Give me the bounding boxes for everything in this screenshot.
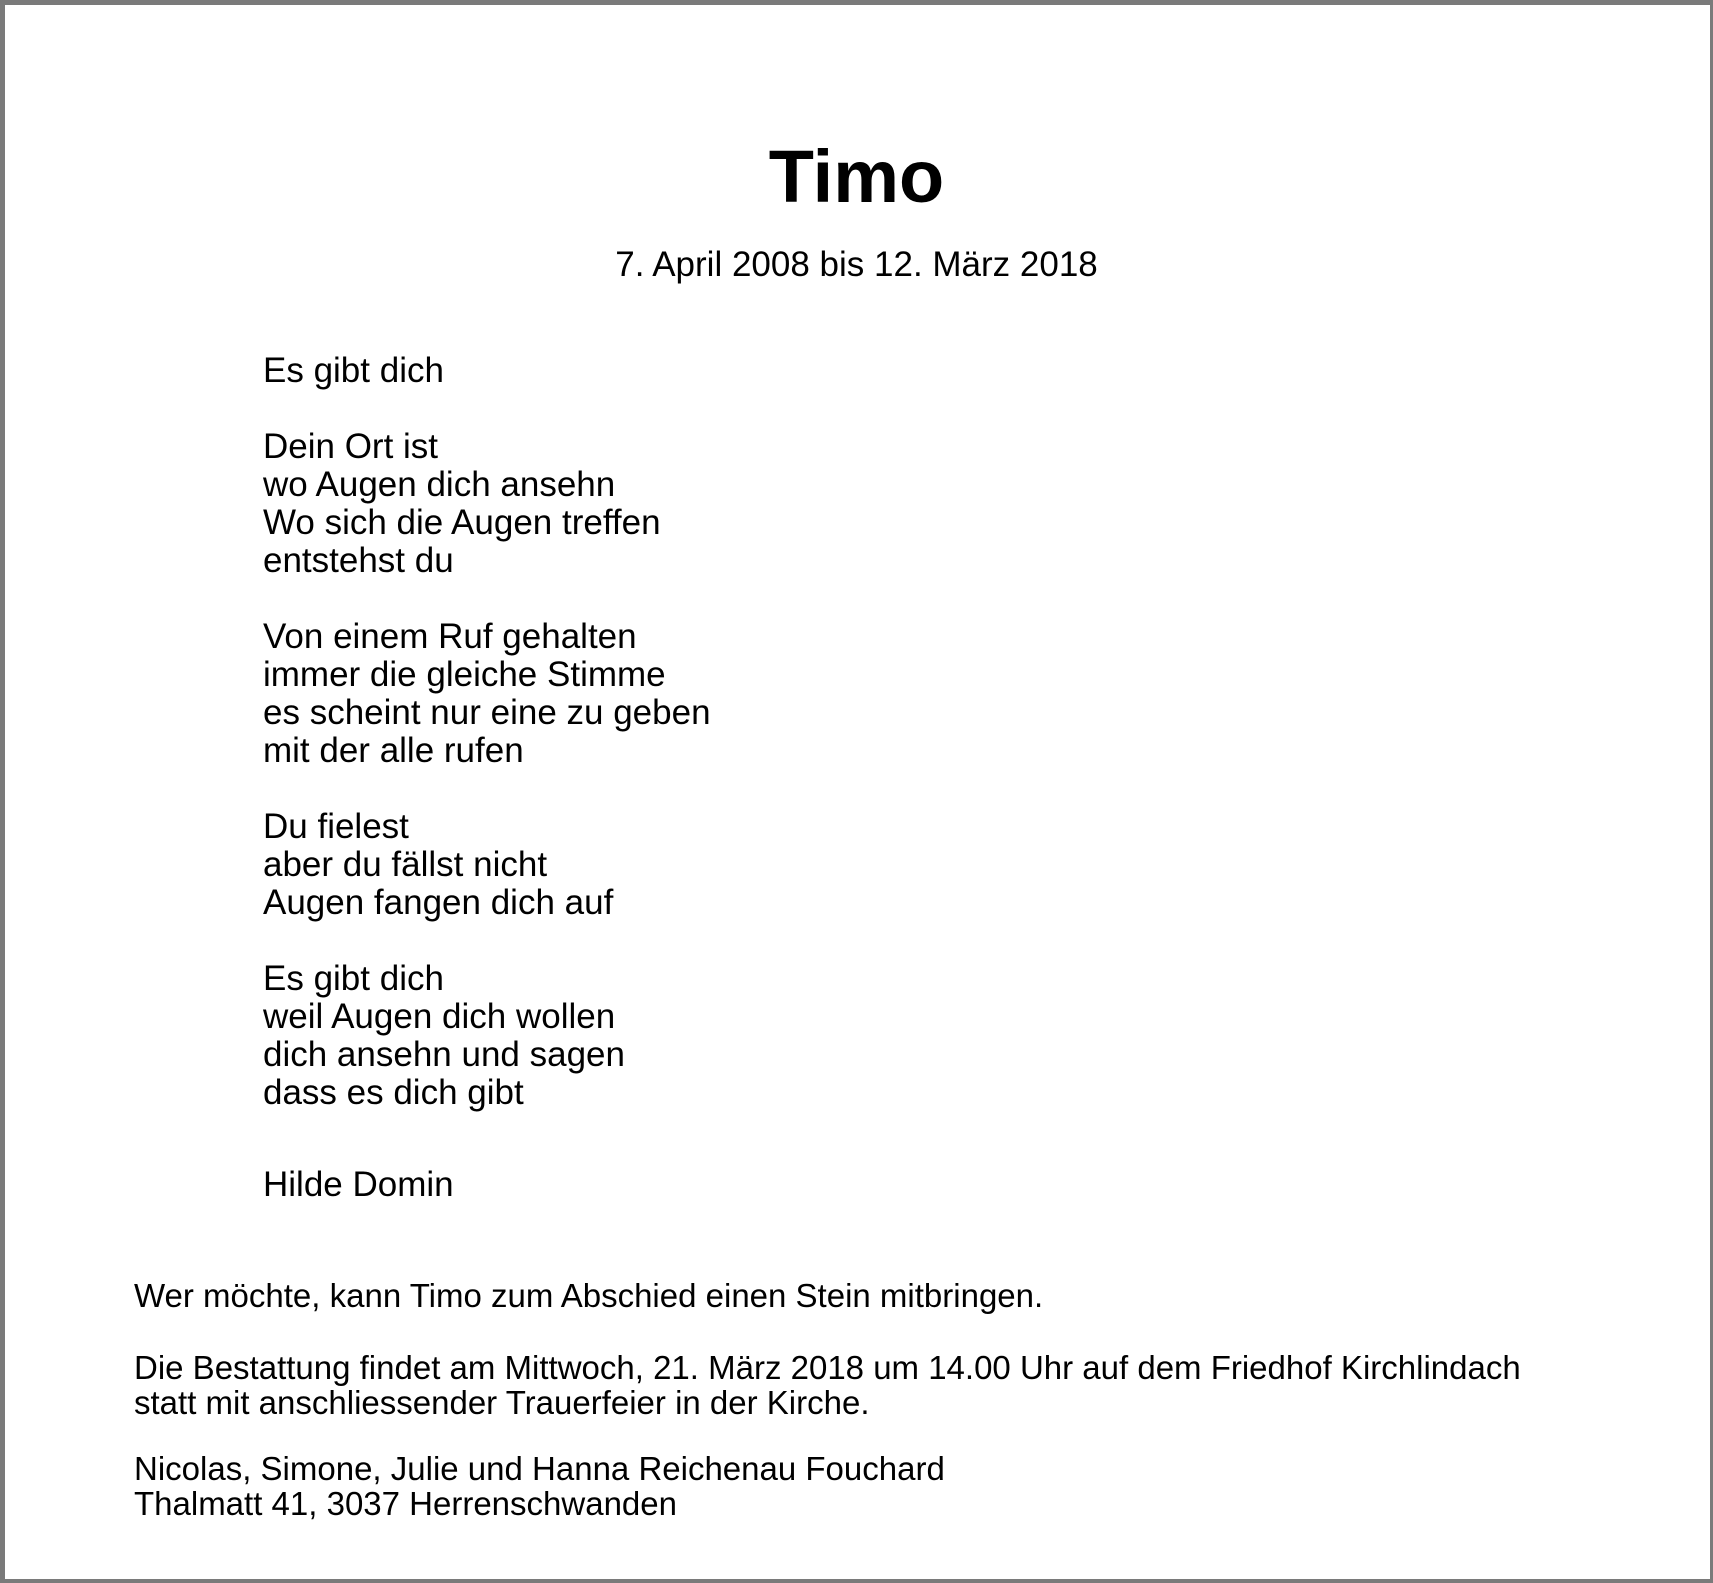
- poem-line: mit der alle rufen: [263, 731, 524, 770]
- poem-line: Es gibt dich: [263, 351, 444, 390]
- poem-line: weil Augen dich wollen: [263, 997, 616, 1036]
- poem-line: wo Augen dich ansehn: [263, 465, 616, 504]
- poem-author: Hilde Domin: [263, 1165, 454, 1204]
- poem-line: Von einem Ruf gehalten: [263, 617, 637, 656]
- poem-stanza: [263, 428, 711, 580]
- poem-line: Augen fangen dich auf: [263, 883, 614, 922]
- poem-line: immer die gleiche Stimme: [263, 655, 666, 694]
- stone-notice: [134, 1278, 1043, 1313]
- notice-line: statt mit anschliessender Trauerfeier in der Kirche.: [134, 1384, 870, 1421]
- family-names: Nicolas, Simone, Julie und Hanna Reichenau Fouchard: [134, 1450, 945, 1487]
- burial-notice: [134, 1350, 1521, 1420]
- poem-line: Du fielest: [263, 807, 409, 846]
- poem-stanza: [263, 618, 711, 770]
- family-address: Thalmatt 41, 3037 Herrenschwanden: [134, 1485, 677, 1522]
- notice-line: Wer möchte, kann Timo zum Abschied einen Stein mitbringen.: [134, 1277, 1044, 1314]
- poem-line: aber du fällst nicht: [263, 845, 548, 884]
- notice-line: Die Bestattung findet am Mittwoch, 21. März 2018 um 14.00 Uhr auf dem Friedhof Kirchlindach: [134, 1349, 1521, 1386]
- life-dates: 7. April 2008 bis 12. März 2018: [615, 245, 1098, 284]
- poem-line: es scheint nur eine zu geben: [263, 693, 711, 732]
- family-signature: [134, 1451, 945, 1521]
- poem-line: dass es dich gibt: [263, 1073, 524, 1112]
- poem: [263, 352, 711, 1112]
- poem-line: entstehst du: [263, 541, 454, 580]
- deceased-name: Timo: [768, 135, 945, 218]
- poem-stanza: [263, 352, 711, 390]
- poem-stanza: [263, 808, 711, 922]
- poem-line: Wo sich die Augen treffen: [263, 503, 661, 542]
- poem-line: dich ansehn und sagen: [263, 1035, 625, 1074]
- poem-line: Es gibt dich: [263, 959, 444, 998]
- poem-line: Dein Ort ist: [263, 427, 439, 466]
- poem-stanza: [263, 960, 711, 1112]
